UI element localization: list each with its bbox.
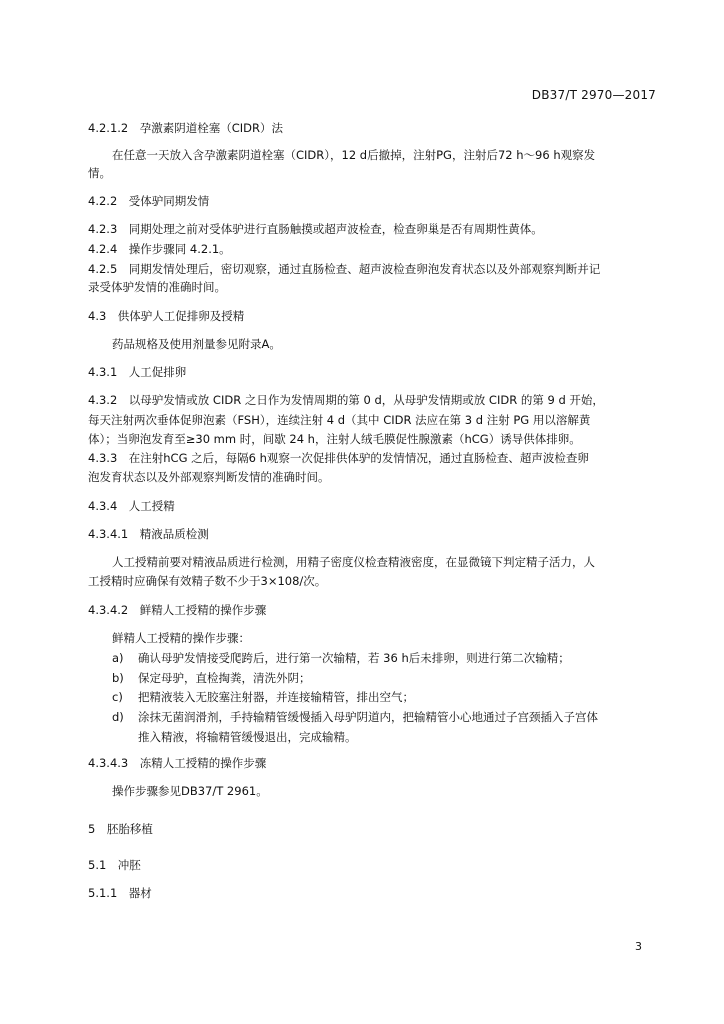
section-4-3-2-line2: 每天注射两次垂体促卵泡素（FSH），连续注射 4 d（其中 CIDR 法应在第 3 d 注射 PG 用以溶解黄 [88,413,591,427]
section-4-3-title: 4.3 供体驴人工促排卵及授精 [88,309,245,323]
section-4-3-paragraph: 药品规格及使用剂量参见附录A。 [112,337,281,351]
section-4-3-4-3-title: 4.3.4.3 冻精人工授精的操作步骤 [88,756,267,770]
section-4-3-4-1-paragraph-line1: 人工授精前要对精液品质进行检测，用精子密度仪检查精液密度，在显微镜下判定精子活力，人 [112,555,595,569]
section-4-3-4-1-title: 4.3.4.1 精液品质检测 [88,527,209,541]
section-4-3-4-3-paragraph: 操作步骤参见DB37/T 2961。 [112,784,268,798]
section-4-2-2-title: 4.2.2 受体驴同期发情 [88,194,210,208]
section-5-1-title: 5.1 冲胚 [88,858,141,872]
list-marker: b) [112,671,124,685]
document-id-header: DB37/T 2970—2017 [531,88,656,102]
section-4-2-1-2-paragraph-line2: 情。 [88,166,111,180]
list-marker: a) [112,651,124,665]
list-marker: c) [112,690,123,704]
page-number: 3 [635,940,642,953]
section-4-2-5-line1: 4.2.5 同期发情处理后，密切观察，通过直肠检查、超声波检查卵泡发育状态以及外部观察判断并记 [88,262,601,276]
section-4-3-4-2-intro: 鲜精人工授精的操作步骤： [112,631,250,645]
section-4-2-4-text: 4.2.4 操作步骤同 4.2.1。 [88,242,231,256]
section-4-2-5-line2: 录受体驴发情的准确时间。 [88,280,226,294]
section-4-3-4-2-title: 4.3.4.2 鲜精人工授精的操作步骤 [88,603,267,617]
section-4-3-3-line2: 泡发育状态以及外部观察判断发情的准确时间。 [88,470,330,484]
list-item-text-continuation: 推入精液，将输精管缓慢退出，完成输精。 [138,730,357,744]
list-item-text: 确认母驴发情接受爬跨后，进行第一次输精，若 36 h后未排卵，则进行第二次输精； [138,651,570,665]
section-4-3-2-line3: 体）；当卵泡发育至≥30 mm 时，间歇 24 h，注射人绒毛膜促性腺激素（hCG）诱导供体排卵。 [88,432,581,446]
section-4-2-1-2-paragraph-line1: 在任意一天放入含孕激素阴道栓塞（CIDR），12 d后撤掉，注射PG，注射后72 h～96 h观察发 [112,148,596,162]
section-4-3-4-1-paragraph-line2: 工授精时应确保有效精子数不少于3×108/次。 [88,574,327,588]
section-5-title: 5 胚胎移植 [88,822,153,836]
section-4-3-4-title: 4.3.4 人工授精 [88,499,175,513]
section-5-1-1-title: 5.1.1 器材 [88,886,152,900]
list-item-text: 保定母驴，直检掏粪，清洗外阴； [138,671,311,685]
section-4-3-2-line1: 4.3.2 以母驴发情或放 CIDR 之日作为发情周期的第 0 d，从母驴发情期或放 CIDR 的第 9 d 开始， [88,393,604,407]
section-4-3-1-title: 4.3.1 人工促排卵 [88,365,187,379]
section-4-3-3-line1: 4.3.3 在注射hCG 之后，每隔6 h观察一次促排供体驴的发情情况，通过直肠检查、超声波检查卵 [88,451,589,465]
list-item-text: 把精液装入无胶塞注射器，并连接输精管，排出空气； [138,690,414,704]
list-marker: d) [112,710,124,724]
list-item-text: 涂抹无菌润滑剂，手持输精管缓慢插入母驴阴道内，把输精管小心地通过子宫颈插入子宫体 [138,710,598,724]
section-4-2-3-text: 4.2.3 同期处理之前对受体驴进行直肠触摸或超声波检查，检查卵巢是否有周期性黄体。 [88,222,543,236]
section-4-2-1-2-title: 4.2.1.2 孕激素阴道栓塞（CIDR）法 [88,121,283,135]
